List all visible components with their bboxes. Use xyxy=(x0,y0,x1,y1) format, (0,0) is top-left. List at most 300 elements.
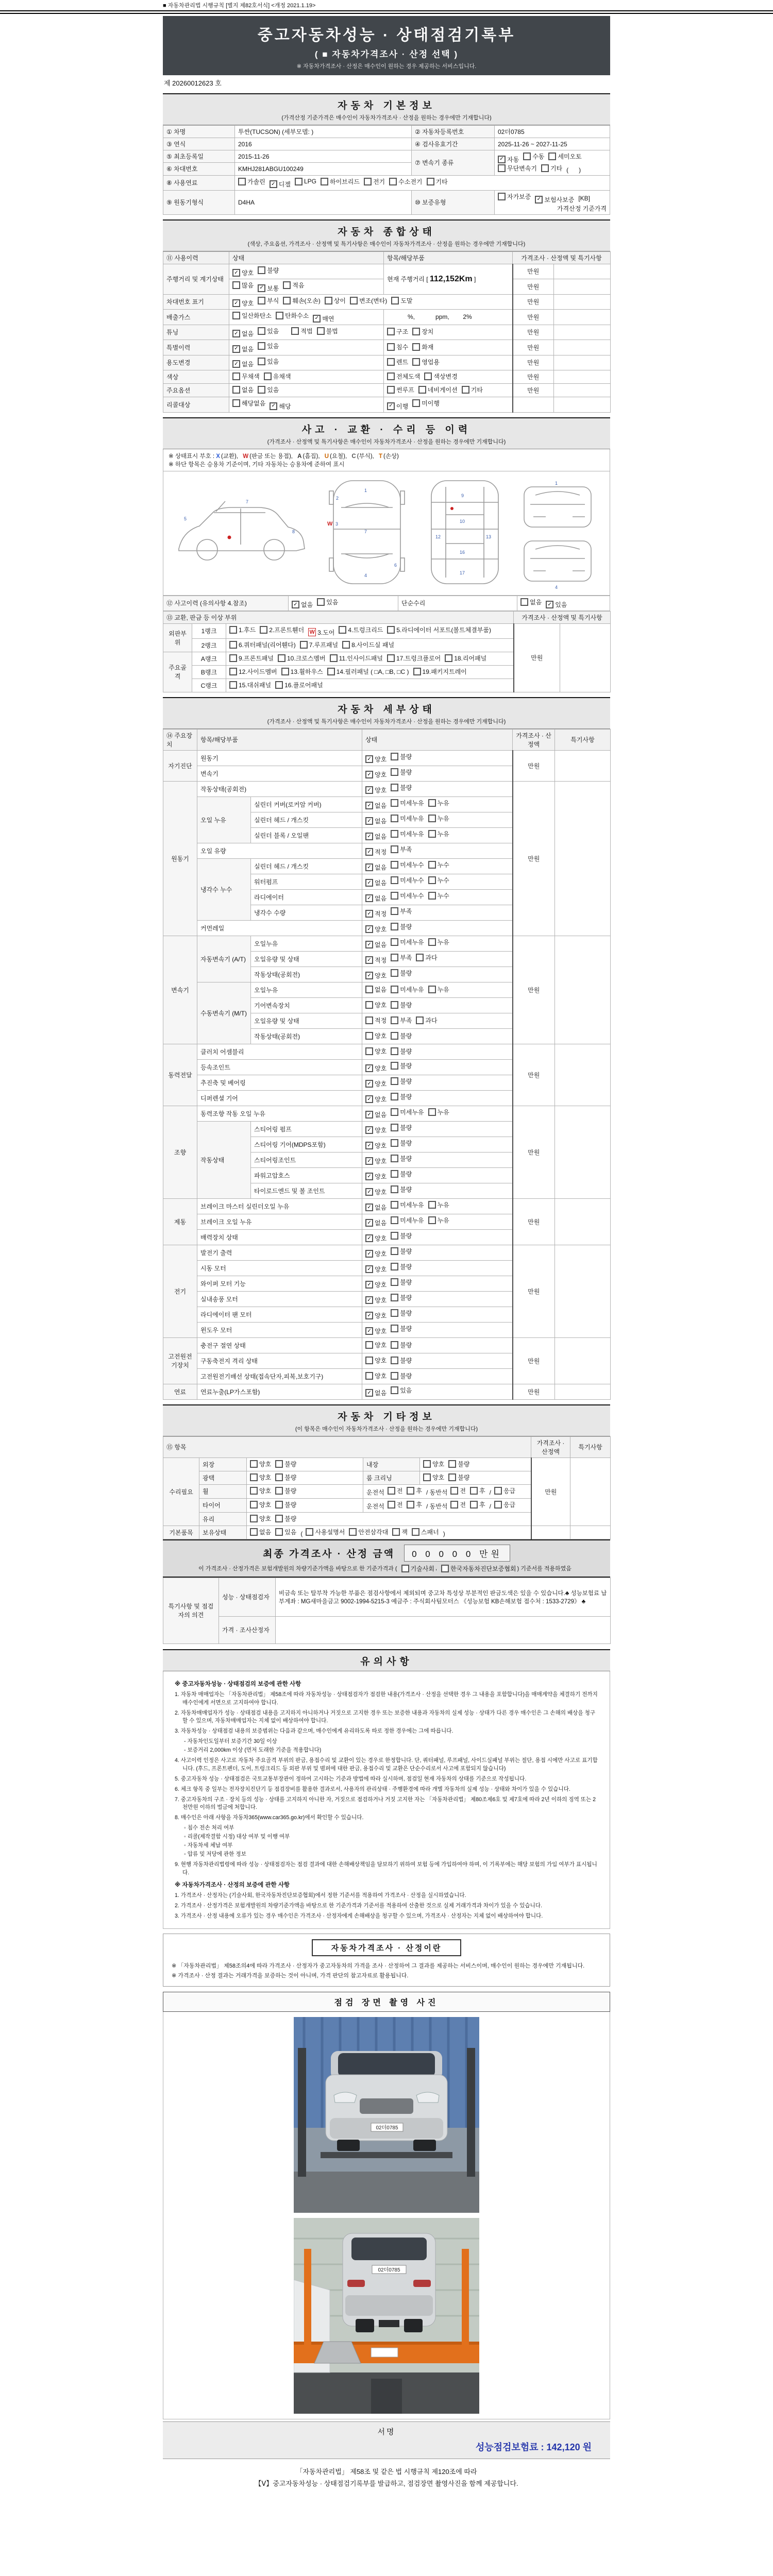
panel-item[interactable] xyxy=(330,654,383,663)
checkbox-item[interactable] xyxy=(428,1200,449,1209)
checkbox-box: ✓ xyxy=(387,402,395,410)
checkbox-item[interactable] xyxy=(250,1500,271,1509)
checkbox-item[interactable] xyxy=(365,1249,386,1258)
checkbox-item[interactable] xyxy=(258,296,279,305)
notice-sub-item: ◦ 자동차세 체납 여부 xyxy=(184,1842,233,1849)
checkbox-box xyxy=(388,1501,395,1509)
checkbox-label: 네비게이션 xyxy=(427,386,458,394)
panel-item[interactable] xyxy=(308,628,334,637)
section-other-info-header xyxy=(163,1404,610,1436)
checkbox-item[interactable] xyxy=(232,281,254,290)
checkbox-item[interactable] xyxy=(232,299,254,308)
checkbox-item[interactable] xyxy=(306,1528,345,1536)
checkbox-item[interactable] xyxy=(364,177,385,186)
checkbox-label: 양호 xyxy=(242,300,254,307)
checkbox-label: 적법 xyxy=(300,327,313,335)
panel-item[interactable] xyxy=(229,640,296,649)
final-price-amount: 0 0 0 0 0 만원 xyxy=(404,1545,510,1562)
checkbox-item[interactable] xyxy=(391,1185,412,1194)
checkbox-item[interactable] xyxy=(365,1388,386,1397)
checkbox-item[interactable] xyxy=(391,1371,412,1380)
checkbox-box xyxy=(428,830,436,838)
panel-item[interactable] xyxy=(327,667,409,676)
panel-item[interactable] xyxy=(445,654,486,663)
checkbox-box xyxy=(416,954,424,961)
checkbox-item[interactable] xyxy=(494,1486,515,1495)
checkbox-item[interactable] xyxy=(391,1278,412,1286)
checkbox-item[interactable] xyxy=(391,1139,412,1147)
checkbox-item[interactable] xyxy=(365,1095,386,1104)
checkbox-box: ✓ xyxy=(365,1142,373,1149)
table-row xyxy=(163,384,611,397)
checkbox-item[interactable] xyxy=(365,1141,386,1150)
checkbox-item[interactable] xyxy=(238,177,265,186)
checkbox-item[interactable] xyxy=(412,358,440,366)
checkbox-box xyxy=(229,626,237,634)
checkbox-item[interactable] xyxy=(365,909,386,918)
checkbox-item[interactable] xyxy=(392,1528,408,1536)
state-cell xyxy=(362,1276,513,1291)
checkbox-box xyxy=(365,1357,373,1364)
checkbox-box xyxy=(391,986,398,993)
checkbox-item[interactable] xyxy=(498,164,537,173)
checkbox-item[interactable] xyxy=(365,1234,386,1243)
checkbox-item[interactable] xyxy=(428,799,449,807)
checkbox-item[interactable] xyxy=(391,1077,412,1086)
checkbox-item[interactable] xyxy=(391,814,424,823)
checkbox-item[interactable] xyxy=(391,1247,412,1256)
panel-item-label: 6.쿼터패널(리어휀다) xyxy=(239,641,296,649)
checkbox-item[interactable] xyxy=(428,985,449,994)
checkbox-item[interactable] xyxy=(388,1486,403,1495)
checkbox-item[interactable] xyxy=(391,1031,412,1040)
panel-item[interactable] xyxy=(275,681,323,689)
checkbox-item[interactable] xyxy=(391,829,424,838)
hold-state-options xyxy=(247,1526,531,1539)
checkbox-box xyxy=(428,1216,436,1224)
checkbox-item[interactable] xyxy=(494,1500,515,1509)
checkbox-item[interactable] xyxy=(258,357,279,366)
state-cell xyxy=(362,1044,513,1059)
panel-item[interactable] xyxy=(342,640,394,649)
checkbox-item[interactable] xyxy=(365,1203,386,1212)
item-label: 브레이크 오일 누유 xyxy=(197,1214,362,1229)
checkbox-item[interactable] xyxy=(391,768,412,776)
checkbox-item[interactable] xyxy=(264,372,291,381)
checkbox-box xyxy=(391,861,398,869)
checkbox-item[interactable] xyxy=(387,385,414,394)
notice-section-title: ※ 자동차가격조사 · 산정의 보증에 관한 사항 xyxy=(175,1882,290,1888)
item-label: 작동상태(공회전) xyxy=(251,967,362,982)
panel-item[interactable] xyxy=(387,654,441,663)
checkbox-item[interactable] xyxy=(418,385,458,394)
checkbox-item[interactable] xyxy=(365,770,386,779)
checkbox-item[interactable] xyxy=(391,1092,412,1101)
checkbox-item[interactable] xyxy=(391,1047,412,1056)
checkbox-item[interactable] xyxy=(498,155,519,164)
checkbox-label: 불량 xyxy=(400,1170,412,1178)
checkbox-item[interactable] xyxy=(391,1216,424,1225)
state-cell xyxy=(362,781,513,796)
checkbox-item[interactable] xyxy=(387,327,408,336)
checkbox-box xyxy=(388,1487,395,1495)
checkbox-item[interactable] xyxy=(250,1460,271,1468)
engine-type-label: ⑨ 원동기형식 xyxy=(163,191,235,215)
checkbox-item[interactable] xyxy=(391,1001,412,1009)
panel-group-label: 주요골격 xyxy=(163,652,192,692)
checkbox-label: 불량 xyxy=(284,1501,297,1509)
panel-item[interactable] xyxy=(281,667,323,676)
repair-extra-options xyxy=(363,1484,531,1498)
accident-history-label: ⑫ 사고이력 (유의사항 4.참조) xyxy=(163,596,289,611)
checkbox-item[interactable] xyxy=(365,848,386,856)
checkbox-item[interactable] xyxy=(250,1486,271,1495)
checkbox-item[interactable] xyxy=(232,311,272,320)
repair-item-options xyxy=(420,1471,531,1484)
checkbox-item[interactable] xyxy=(365,1341,386,1349)
checkbox-item[interactable] xyxy=(391,922,412,931)
checkbox-item[interactable] xyxy=(391,1293,412,1302)
opinion-author-label: 가격 · 조사산정자 xyxy=(219,1616,276,1643)
checkbox-item[interactable] xyxy=(535,195,574,204)
usage-history-label: 용도변경 xyxy=(163,355,229,370)
checkbox-item[interactable] xyxy=(391,953,412,962)
checkbox-box xyxy=(229,681,237,689)
item-label: 동력조향 작동 오일 누유 xyxy=(197,1106,362,1121)
checkbox-item[interactable] xyxy=(321,177,360,186)
state-cell xyxy=(362,1167,513,1183)
repair-item-options xyxy=(420,1458,531,1471)
checkbox-item[interactable] xyxy=(365,971,386,980)
item-label: 와이퍼 모터 기능 xyxy=(197,1276,362,1291)
checkbox-item[interactable] xyxy=(391,1309,412,1317)
panel-item[interactable] xyxy=(387,625,491,634)
section-overall-status-header xyxy=(163,219,610,251)
checkbox-item[interactable] xyxy=(391,1170,412,1178)
checkbox-item[interactable] xyxy=(365,786,386,794)
checkbox-item[interactable] xyxy=(365,1188,386,1196)
checkbox-item[interactable] xyxy=(365,1016,386,1025)
checkbox-item[interactable] xyxy=(232,385,254,394)
checkbox-item[interactable] xyxy=(401,1564,434,1573)
checkbox-item[interactable] xyxy=(365,1172,386,1181)
checkbox-item[interactable] xyxy=(365,940,386,949)
panel-item[interactable] xyxy=(413,667,467,676)
checkbox-box xyxy=(498,193,506,200)
checkbox-item[interactable] xyxy=(391,985,424,994)
checkbox-label: 불량 xyxy=(400,1357,412,1364)
checkbox-item[interactable] xyxy=(391,969,412,977)
checkbox-label: 미세누유 xyxy=(400,938,424,946)
checkbox-label: 불량 xyxy=(400,1372,412,1380)
checkbox-item[interactable] xyxy=(450,1486,466,1495)
checkbox-box xyxy=(391,1341,398,1349)
checkbox-item[interactable] xyxy=(541,164,562,173)
checkbox-item[interactable] xyxy=(424,372,457,381)
checkbox-item[interactable] xyxy=(387,343,408,351)
checkbox-item[interactable] xyxy=(232,268,254,277)
checkbox-box xyxy=(258,342,265,350)
checkbox-item[interactable] xyxy=(423,1473,444,1482)
checkbox-label: 구조 xyxy=(396,328,409,336)
checkbox-label: 장치 xyxy=(422,328,434,336)
spec-cell xyxy=(570,1458,611,1526)
checkbox-item[interactable] xyxy=(428,938,449,946)
svg-text:1: 1 xyxy=(364,487,367,493)
checkbox-item[interactable] xyxy=(365,956,386,964)
checkbox-box xyxy=(258,386,265,394)
checkbox-item[interactable] xyxy=(295,178,316,185)
checkbox-item[interactable] xyxy=(428,1108,449,1116)
panel-item[interactable] xyxy=(229,625,256,634)
opinion-text xyxy=(276,1616,611,1643)
checkbox-item[interactable] xyxy=(365,1110,386,1119)
checkbox-item[interactable] xyxy=(428,1216,449,1225)
repair-item-label: 룸 크리닝 xyxy=(363,1471,420,1484)
checkbox-item[interactable] xyxy=(365,894,386,903)
svg-text:12: 12 xyxy=(435,534,441,539)
checkbox-item[interactable] xyxy=(470,1500,485,1509)
checkbox-item[interactable] xyxy=(391,1341,412,1349)
checkbox-box: ✓ xyxy=(270,402,277,410)
panel-item[interactable] xyxy=(339,625,383,634)
checkbox-item[interactable] xyxy=(365,1327,386,1335)
checkbox-item[interactable] xyxy=(412,1528,439,1536)
checkbox-item[interactable] xyxy=(470,1486,485,1495)
checkbox-item[interactable] xyxy=(270,180,291,189)
checkbox-item[interactable] xyxy=(391,799,424,807)
checkbox-box xyxy=(391,1108,398,1116)
checkbox-item[interactable] xyxy=(250,1514,271,1523)
notice-item: 1. 가격조사 · 산정자는 (기술사회, 한국자동차진단보증협회)에서 정한 기준서를 적용하여 가격조사 · 산정을 실시하였습니다. xyxy=(175,1892,466,1899)
checkbox-item[interactable] xyxy=(365,878,386,887)
table-row xyxy=(163,1198,611,1214)
checkbox-box xyxy=(264,372,272,380)
checkbox-item[interactable] xyxy=(365,863,386,872)
checkbox-item[interactable] xyxy=(523,152,544,161)
checkbox-item[interactable] xyxy=(349,1528,388,1536)
checkbox-item[interactable] xyxy=(232,345,254,353)
checkbox-item[interactable] xyxy=(365,1280,386,1289)
checkbox-item[interactable] xyxy=(275,1528,296,1536)
checkbox-item[interactable] xyxy=(416,953,437,962)
checkbox-item[interactable] xyxy=(412,399,440,408)
checkbox-item[interactable] xyxy=(450,1500,466,1509)
checkbox-item[interactable] xyxy=(250,1473,271,1482)
checkbox-item[interactable] xyxy=(387,402,408,411)
checkbox-item[interactable] xyxy=(391,876,424,885)
checkbox-item[interactable] xyxy=(428,814,449,823)
checkbox-item[interactable] xyxy=(391,1324,412,1333)
checkbox-item[interactable] xyxy=(275,1514,296,1523)
spec-cell xyxy=(555,1198,611,1245)
checkbox-item[interactable] xyxy=(365,755,386,764)
panel-item[interactable] xyxy=(260,625,304,634)
checkbox-item[interactable] xyxy=(365,925,386,934)
checkbox-item[interactable] xyxy=(548,152,581,161)
checkbox-item[interactable] xyxy=(365,1356,386,1365)
checkbox-item[interactable] xyxy=(275,1460,296,1468)
checkbox-item[interactable] xyxy=(232,329,254,338)
checkbox-item[interactable] xyxy=(313,314,334,323)
checkbox-item[interactable] xyxy=(365,985,386,994)
checkbox-item[interactable] xyxy=(389,177,422,186)
checkbox-item[interactable] xyxy=(388,1500,403,1509)
checkbox-item[interactable] xyxy=(365,1001,386,1009)
checkbox-box xyxy=(391,1263,398,1270)
panel-item[interactable] xyxy=(278,654,326,663)
checkbox-item[interactable] xyxy=(365,1218,386,1227)
checkbox-item[interactable] xyxy=(365,817,386,825)
checkbox-item[interactable] xyxy=(391,1108,424,1116)
checkbox-item[interactable] xyxy=(428,829,449,838)
checkbox-item[interactable] xyxy=(275,1500,296,1509)
checkbox-item[interactable] xyxy=(387,372,420,381)
checkbox-item[interactable] xyxy=(423,1460,444,1468)
checkbox-item[interactable] xyxy=(391,891,424,900)
checkbox-item[interactable] xyxy=(448,1460,469,1468)
checkbox-box: ✓ xyxy=(365,1281,373,1289)
checkbox-item[interactable] xyxy=(325,296,346,305)
checkbox-item[interactable] xyxy=(317,598,338,606)
price-cell: 만원 xyxy=(513,310,554,325)
checkbox-item[interactable] xyxy=(387,358,408,366)
checkbox-item[interactable] xyxy=(365,1157,386,1165)
legend-desc: (손상) xyxy=(383,453,401,460)
checkbox-item[interactable] xyxy=(391,1200,424,1209)
panel-item[interactable] xyxy=(300,640,338,649)
state-cell xyxy=(362,920,513,936)
checkbox-item[interactable] xyxy=(391,1386,412,1395)
panel-item[interactable] xyxy=(229,667,277,676)
checkbox-item[interactable] xyxy=(391,1154,412,1163)
checkbox-item[interactable] xyxy=(232,399,265,408)
checkbox-item[interactable] xyxy=(498,192,531,201)
checkbox-label: 세미오토 xyxy=(558,153,582,160)
text: 현재 주행거리 [ xyxy=(387,275,430,283)
checkbox-item[interactable] xyxy=(250,1528,271,1536)
checkbox-item[interactable] xyxy=(275,1473,296,1482)
checkbox-item[interactable] xyxy=(275,1486,296,1495)
checkbox-item[interactable] xyxy=(292,600,313,609)
checkbox-item[interactable] xyxy=(258,342,279,350)
checkbox-item[interactable] xyxy=(391,860,424,869)
checkbox-item[interactable] xyxy=(270,402,291,411)
checkbox-label: 변조(변타) xyxy=(359,297,388,304)
checkbox-item[interactable] xyxy=(365,1371,386,1380)
checkbox-item[interactable] xyxy=(391,1231,412,1240)
checkbox-label: 미세누수 xyxy=(400,892,424,900)
checkbox-item[interactable] xyxy=(365,1047,386,1056)
checkbox-item[interactable] xyxy=(350,296,387,305)
section-title: 유의사항 xyxy=(360,1656,413,1667)
checkbox-item[interactable] xyxy=(291,327,312,335)
checkbox-box xyxy=(387,654,395,662)
checkbox-item[interactable] xyxy=(365,801,386,810)
checkbox-item[interactable] xyxy=(520,598,542,606)
checkbox-item[interactable] xyxy=(407,1486,422,1495)
checkbox-item[interactable] xyxy=(391,1061,412,1070)
sub-group-label: 작동상태 xyxy=(197,1121,251,1198)
checkbox-item[interactable] xyxy=(365,1311,386,1320)
checkbox-item[interactable] xyxy=(391,752,412,761)
checkbox-item[interactable] xyxy=(441,1564,516,1573)
checkbox-item[interactable] xyxy=(427,177,448,186)
panel-item-label: 12.사이드멤버 xyxy=(239,668,277,675)
checkbox-label: 탄화수소 xyxy=(284,312,309,319)
checkbox-item[interactable] xyxy=(317,327,338,335)
checkbox-item[interactable] xyxy=(391,296,412,305)
checkbox-label: 불량 xyxy=(400,1309,412,1317)
checkbox-item[interactable] xyxy=(391,907,412,916)
checkbox-item[interactable] xyxy=(428,891,449,900)
checkbox-item[interactable] xyxy=(365,1079,386,1088)
checkbox-box: ✓ xyxy=(365,1250,373,1258)
checkbox-item[interactable] xyxy=(462,385,483,394)
checkbox-label: 양호 xyxy=(432,1460,445,1468)
checkbox-item[interactable] xyxy=(365,1064,386,1073)
checkbox-item[interactable] xyxy=(258,327,279,335)
checkbox-label: 있음 xyxy=(555,601,567,608)
panel-item[interactable] xyxy=(229,654,274,663)
checkbox-label: 미세누수 xyxy=(400,861,424,869)
checkbox-label: 불량 xyxy=(458,1460,470,1468)
device-group-label: 자기진단 xyxy=(163,750,197,781)
state-cell xyxy=(362,766,513,781)
checkbox-item[interactable] xyxy=(258,385,279,394)
checkbox-item[interactable] xyxy=(546,600,567,609)
checkbox-item[interactable] xyxy=(283,281,304,290)
page-subtitle: ( ■ 자동차가격조사 · 산정 선택 ) xyxy=(314,49,459,59)
state-cell xyxy=(362,1121,513,1137)
svg-text:7: 7 xyxy=(364,529,367,534)
legend-desc: (교환), xyxy=(221,453,240,460)
checkbox-item[interactable] xyxy=(232,372,260,381)
checkbox-item[interactable] xyxy=(232,360,254,368)
checkbox-item[interactable] xyxy=(365,1126,386,1134)
state-cell xyxy=(362,1090,513,1106)
checkbox-item[interactable] xyxy=(365,1031,386,1040)
checkbox-item[interactable] xyxy=(391,1123,412,1132)
checkbox-box xyxy=(387,328,395,335)
price-box-line: ※ 「자동차관리법」 제58조의4에 따라 가격조사 · 산정자가 중고자동차의 가격을 조사 · 산정하여 그 결과를 제공하는 서비스이며, 매수인이 원하는 경우에만 기재됩니다. xyxy=(172,1963,585,1970)
checkbox-item[interactable] xyxy=(412,343,433,351)
checkbox-item[interactable] xyxy=(365,1265,386,1274)
checkbox-item[interactable] xyxy=(258,284,279,293)
checkbox-item[interactable] xyxy=(391,1016,412,1025)
checkbox-item[interactable] xyxy=(428,876,449,885)
checkbox-item[interactable] xyxy=(365,832,386,841)
checkbox-item[interactable] xyxy=(276,311,309,320)
repair-item-label: 휠 xyxy=(199,1484,247,1498)
checkbox-item[interactable] xyxy=(448,1473,469,1482)
checkbox-item[interactable] xyxy=(428,860,449,869)
checkbox-item[interactable] xyxy=(258,266,279,275)
checkbox-item[interactable] xyxy=(391,845,412,854)
checkbox-item[interactable] xyxy=(391,783,412,792)
checkbox-item[interactable] xyxy=(391,1262,412,1271)
checkbox-item[interactable] xyxy=(412,327,433,336)
checkbox-item[interactable] xyxy=(391,938,424,946)
checkbox-item[interactable] xyxy=(407,1500,422,1509)
checkbox-item[interactable] xyxy=(283,296,320,305)
repair-item-options xyxy=(247,1458,363,1471)
checkbox-item[interactable] xyxy=(391,1356,412,1365)
checkbox-item[interactable] xyxy=(365,1296,386,1304)
checkbox-label: 미세누유 xyxy=(400,1108,424,1116)
panel-item[interactable] xyxy=(229,681,271,689)
checkbox-item[interactable] xyxy=(416,1016,437,1025)
